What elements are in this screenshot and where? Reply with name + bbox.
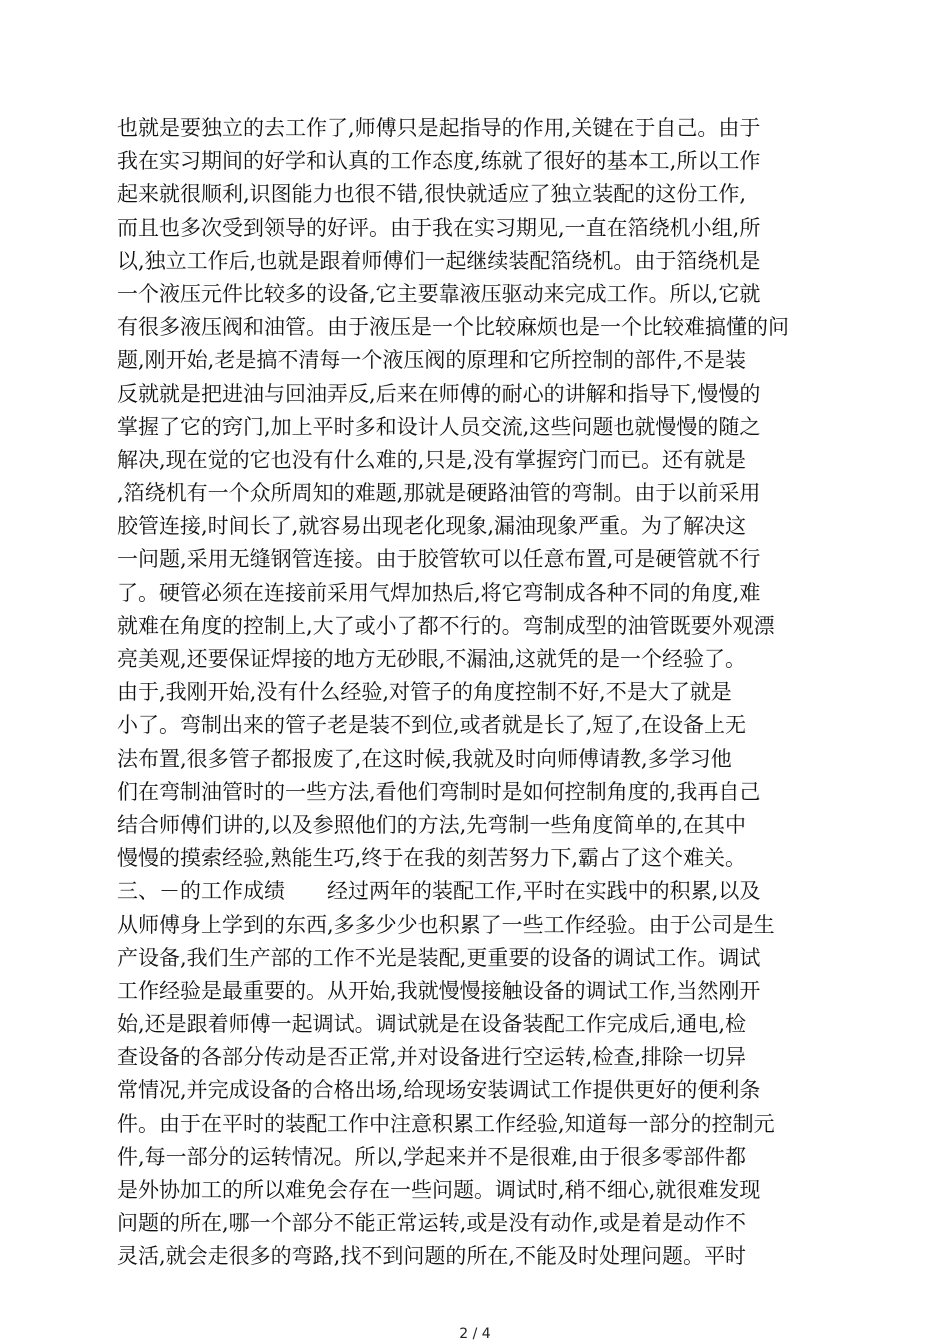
text-line: 也就是要独立的去工作了,师傅只是起指导的作用,关键在于自己。由于 bbox=[117, 116, 761, 140]
text-line: 件。由于在平时的装配工作中注意积累工作经验,知道每一部分的控制元 bbox=[117, 1111, 775, 1136]
text-line: 三、－的工作成绩 经过两年的装配工作,平时在实践中的积累,以及 bbox=[117, 879, 761, 904]
text-line: 始,还是跟着师傅一起调试。调试就是在设备装配工作完成后,通电,检 bbox=[117, 1012, 747, 1037]
text-line: 掌握了它的窍门,加上平时多和设计人员交流,这些问题也就慢慢的随之 bbox=[117, 414, 761, 439]
text-line: 产设备,我们生产部的工作不光是装配,更重要的设备的调试工作。调试 bbox=[117, 945, 761, 970]
page-number: 2 / 4 bbox=[459, 1326, 491, 1342]
text-line: 法布置,很多管子都报废了,在这时候,我就及时向师傅请教,多学习他 bbox=[117, 746, 732, 771]
text-line: 问题的所在,哪一个部分不能正常运转,或是没有动作,或是着是动作不 bbox=[117, 1211, 747, 1236]
text-line: 一问题,采用无缝钢管连接。由于胶管软可以任意布置,可是硬管就不行 bbox=[117, 547, 761, 572]
text-line: 亮美观,还要保证焊接的地方无砂眼,不漏油,这就凭的是一个经验了。 bbox=[117, 647, 747, 671]
text-line: 由于,我刚开始,没有什么经验,对管子的角度控制不好,不是大了就是 bbox=[117, 680, 732, 705]
text-line: 解决,现在觉的它也没有什么难的,只是,没有掌握窍门而已。还有就是 bbox=[117, 447, 747, 472]
text-line: 了。硬管必须在连接前采用气焊加热后,将它弯制成各种不同的角度,难 bbox=[117, 580, 761, 605]
text-line: 查设备的各部分传动是否正常,并对设备进行空运转,检查,排除一切异 bbox=[117, 1045, 747, 1070]
text-line: 以,独立工作后,也就是跟着师傅们一起继续装配箔绕机。由于箔绕机是 bbox=[117, 248, 761, 273]
text-line: 是外协加工的所以难免会存在一些问题。调试时,稍不细心,就很难发现 bbox=[117, 1178, 761, 1202]
text-line: 起来就很顺利,识图能力也很不错,很快就适应了独立装配的这份工作, bbox=[117, 182, 747, 207]
body-text bbox=[117, 112, 837, 1274]
text-line: 有很多液压阀和油管。由于液压是一个比较麻烦也是一个比较难搞懂的问 bbox=[117, 315, 789, 340]
text-line: 从师傅身上学到的东西,多多少少也积累了一些工作经验。由于公司是生 bbox=[117, 912, 775, 937]
text-line: 们在弯制油管时的一些方法,看他们弯制时是如何控制角度的,我再自己 bbox=[117, 779, 761, 804]
text-line: 件,每一部分的运转情况。所以,学起来并不是很难,由于很多零部件都 bbox=[117, 1144, 747, 1169]
text-line: 一个液压元件比较多的设备,它主要靠液压驱动来完成工作。所以,它就 bbox=[117, 281, 761, 306]
text-line: 反就就是把进油与回油弄反,后来在师傅的耐心的讲解和指导下,慢慢的 bbox=[117, 381, 761, 406]
text-line: 题,刚开始,老是搞不清每一个液压阀的原理和它所控制的部件,不是装 bbox=[117, 348, 747, 373]
text-line: 常情况,并完成设备的合格出场,给现场安装调试工作提供更好的便利条 bbox=[117, 1078, 761, 1103]
text-line: 我在实习期间的好学和认真的工作态度,练就了很好的基本工,所以工作 bbox=[117, 149, 761, 174]
text-line: 胶管连接,时间长了,就容易出现老化现象,漏油现象严重。为了解决这 bbox=[117, 514, 747, 539]
text-line: ,箔绕机有一个众所周知的难题,那就是硬路油管的弯制。由于以前采用 bbox=[117, 481, 761, 506]
text-line: 就难在角度的控制上,大了或小了都不行的。弯制成型的油管既要外观漂 bbox=[117, 613, 775, 638]
text-line: 工作经验是最重要的。从开始,我就慢慢接触设备的调试工作,当然刚开 bbox=[117, 978, 761, 1003]
text-line: 灵活,就会走很多的弯路,找不到问题的所在,不能及时处理问题。平时 bbox=[117, 1244, 747, 1269]
text-line: 小了。弯制出来的管子老是装不到位,或者就是长了,短了,在设备上无 bbox=[117, 713, 747, 738]
text-line: 结合师傅们讲的,以及参照他们的方法,先弯制一些角度简单的,在其中 bbox=[117, 812, 747, 837]
text-line: 慢慢的摸索经验,熟能生巧,终于在我的刻苦努力下,霸占了这个难关。 bbox=[117, 846, 747, 871]
text-line: 而且也多次受到领导的好评。由于我在实习期见,一直在箔绕机小组,所 bbox=[117, 215, 761, 240]
